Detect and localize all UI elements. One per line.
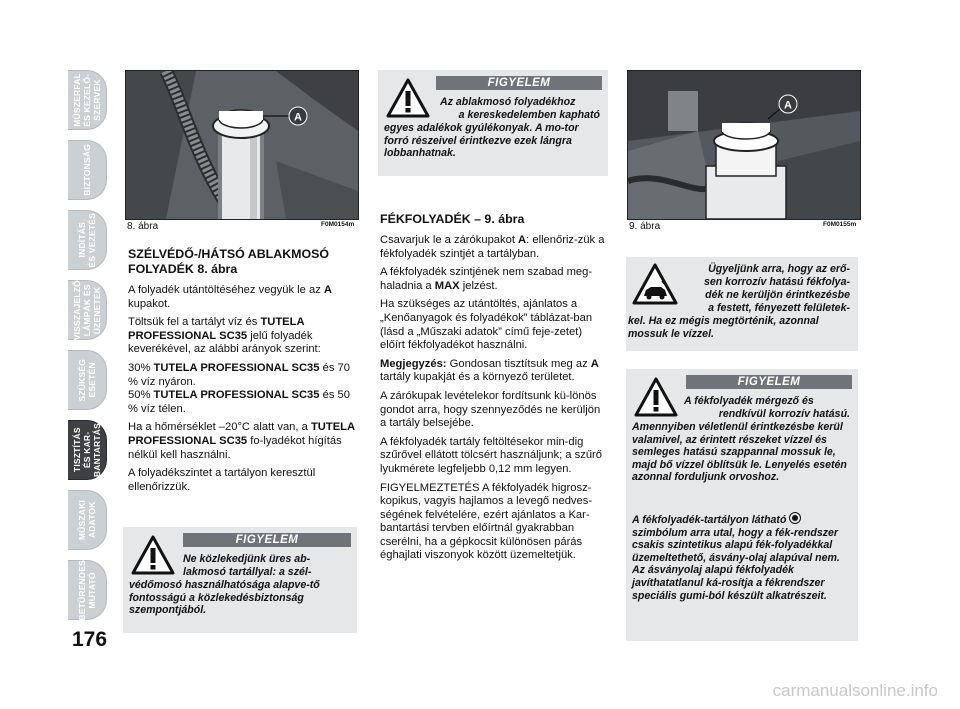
paragraph: Ha a hőmérséklet –20°C alatt van, a TUTELA PROFESSIONAL SC35 fo-lyadékot hígítás nélkül kell használni. <box>128 421 355 461</box>
note-text: kel. Ha ez mégis megtörténik, azonnal mossuk le vízzel. <box>628 315 819 340</box>
warning-triangle-icon <box>386 78 430 118</box>
page-number: 176 <box>72 628 108 651</box>
warning-box-flammable-additives <box>378 70 608 176</box>
warning-text-line: Ne közlekedjünk üres ab- <box>183 553 311 565</box>
tab-tisztitas[interactable] <box>68 420 107 480</box>
washer-fluid-heading: SZÉLVÉDŐ-/HÁTSÓ ABLAKMOSÓ FOLYADÉK 8. ábra <box>128 247 330 276</box>
paragraph: A folyadék utántöltéséhez vegyük le az A kupakot. <box>128 284 332 310</box>
warning-text: Amennyiben véletlenül érintkezésbe kerül valamivel, az érintett részeket vízzel és semleges hatású szappannal mossuk le, majd bő vízzel öblítsük le. Lenyelés esetén azonnal forduljunk orvoshoz. <box>632 421 847 484</box>
tab-label: MŰSZAKI ADATOK <box>77 499 97 541</box>
tab-visszajelzo[interactable] <box>68 280 107 340</box>
warning-triangle-icon <box>131 535 175 575</box>
warning-text: egyes adalékok gyúlékonyak. A mo-tor forró részeivel érintkezve ezek lángra lobbanhatnak. <box>384 122 579 160</box>
figure-9-image <box>627 70 861 220</box>
paragraph: Ha szükséges az utántöltés, ajánlatos a „Kenőanyagok és folyadékok” táblázat-ban (lásd a „Műszaki adatok” című feje-zetet) előírt fékfolyadékot használni. <box>380 298 593 352</box>
brake-fluid-reservoir-illustration <box>628 71 860 219</box>
tab-label: TISZTÍTÁS ÉS KAR- BANTARTÁS <box>72 422 102 478</box>
tab-label: BIZTONSÁG <box>82 144 92 196</box>
paragraph: A zárókupak levételekor fordítsunk kü-lönös gondot arra, hogy szennyeződés ne kerüljön a tartály belsejébe. <box>380 389 601 430</box>
note-text-line: a festett, fényezett felületek- <box>708 302 850 314</box>
warning-text: védőmosó használhatósága alapve-tő fontosságú a közlekedésbiztonság szempontjából. <box>129 579 320 617</box>
warning-box-brake-fluid-toxic <box>626 369 858 641</box>
note-text-line: Ügyeljünk arra, hogy az erő- <box>708 263 850 275</box>
figure-9-marker: A <box>784 99 792 112</box>
figure-8-caption: 8. ábra <box>127 221 159 232</box>
figure-9-caption: 9. ábra <box>629 221 661 232</box>
warning-text-line: Az ablakmosó folyadékhoz <box>440 96 576 108</box>
paragraph: FIGYELMEZTETÉS A fékfolyadék higrosz-kopikus, vagyis hajlamos a levegő nedves-ségének felvételére, ezért ajánlatos a Kar-bantartási tervben előírtnál gyakrabban cserélni, ha a gépkocsit különösen párás éghajlati viszonyok között üzemeltetjük. <box>380 481 593 562</box>
washer-reservoir-illustration <box>126 71 358 219</box>
paragraph: Megjegyzés: Gondosan tisztítsuk meg az A tartály kupakját és a környező területet. <box>380 357 599 384</box>
tab-biztonsag[interactable] <box>68 140 107 200</box>
warning-header: FIGYELEM <box>686 375 852 389</box>
figure-9-code: F0M0155m <box>823 221 857 228</box>
tab-label: VISSZAJELZŐ LÁMPÁK ÉS ÜZENETEK <box>72 279 102 341</box>
warning-text-line: a kereskedelemben kapható <box>458 109 600 121</box>
paragraph: Csavarjuk le a zárókupakot A: ellenőriz-zük a fékfolyadék szintjét a tartályban. <box>380 234 605 260</box>
tab-label: BETŰRENDES MUTATÓ <box>77 559 97 621</box>
warning-text-line: rendkívül korrozív hatású. <box>718 408 850 420</box>
paragraph: A fékfolyadék tartály feltöltésekor min-dig szűrővel ellátott tölcsért használjunk; a szűrő lyukmérete legfeljebb 0,12 mm legyen. <box>380 435 602 475</box>
warning-header: FIGYELEM <box>436 76 602 90</box>
paragraph: 50% TUTELA PROFESSIONAL SC35 és 50 % víz télen. <box>128 389 350 415</box>
tab-szukseg[interactable] <box>68 350 107 410</box>
warning-triangle-icon <box>634 377 678 417</box>
column-1 <box>128 247 356 499</box>
column-2 <box>380 212 608 568</box>
tab-label: MŰSZERFAL ÉS KEZELŐ- SZERVEK <box>72 73 102 127</box>
watermark: carmanualsonline.info <box>772 681 938 700</box>
figure-8-image <box>125 70 359 220</box>
tab-inditas[interactable] <box>68 210 107 270</box>
note-text-line: dék ne kerüljön érintkezésbe <box>705 289 850 301</box>
figure-8-code: F0M0154m <box>321 221 355 228</box>
brake-fluid-heading: FÉKFOLYADÉK – 9. ábra <box>380 212 525 226</box>
tab-betu[interactable] <box>68 560 107 620</box>
warning-text-line: lakmosó tartállyal: a szél- <box>183 566 312 578</box>
paragraph: A fékfolyadék szintjének nem szabad meg-haladnia a MAX jelzést. <box>380 266 593 292</box>
paragraph: Töltsük fel a tartályt víz és TUTELA PROFESSIONAL SC35 jelű folyadék keverékével, az alábbi arányok szerint: <box>128 316 321 356</box>
tab-label: SZÜKSÉG ESETÉN <box>77 358 97 402</box>
warning-text: A fékfolyadék-tartályon látható szimbólum arra utal, hogy a fék-rendszer csakis szintetikus alapú fék-folyadékkal üzemeltethető, ásvány-olaj alapúval nem. Az ásványolaj alapú fékfolyadék javíthatatlanul ká-rosítja a fékrendszer speciális gumi-ból készült alkatrészeit. <box>632 514 840 602</box>
tab-muszerfal[interactable] <box>68 70 107 130</box>
paragraph: 30% TUTELA PROFESSIONAL SC35 és 70 % víz nyáron. <box>128 361 350 388</box>
warning-box-empty-washer <box>123 527 357 633</box>
note-box-paint-damage <box>626 257 858 351</box>
tab-muszaki[interactable] <box>68 490 107 550</box>
paragraph: A folyadékszintet a tartályon keresztül ellenőrizzük. <box>128 467 316 493</box>
car-paint-warning-icon <box>632 263 678 305</box>
tab-label: INDÍTÁS ÉS VEZETÉS <box>77 212 97 268</box>
note-text-line: sen korrozív hatású fékfolya- <box>703 276 850 288</box>
synthetic-fluid-symbol-icon <box>789 512 801 524</box>
warning-header: FIGYELEM <box>183 533 351 547</box>
warning-text-line: A fékfolyadék mérgező és <box>684 395 814 407</box>
figure-8-marker: A <box>294 111 302 124</box>
